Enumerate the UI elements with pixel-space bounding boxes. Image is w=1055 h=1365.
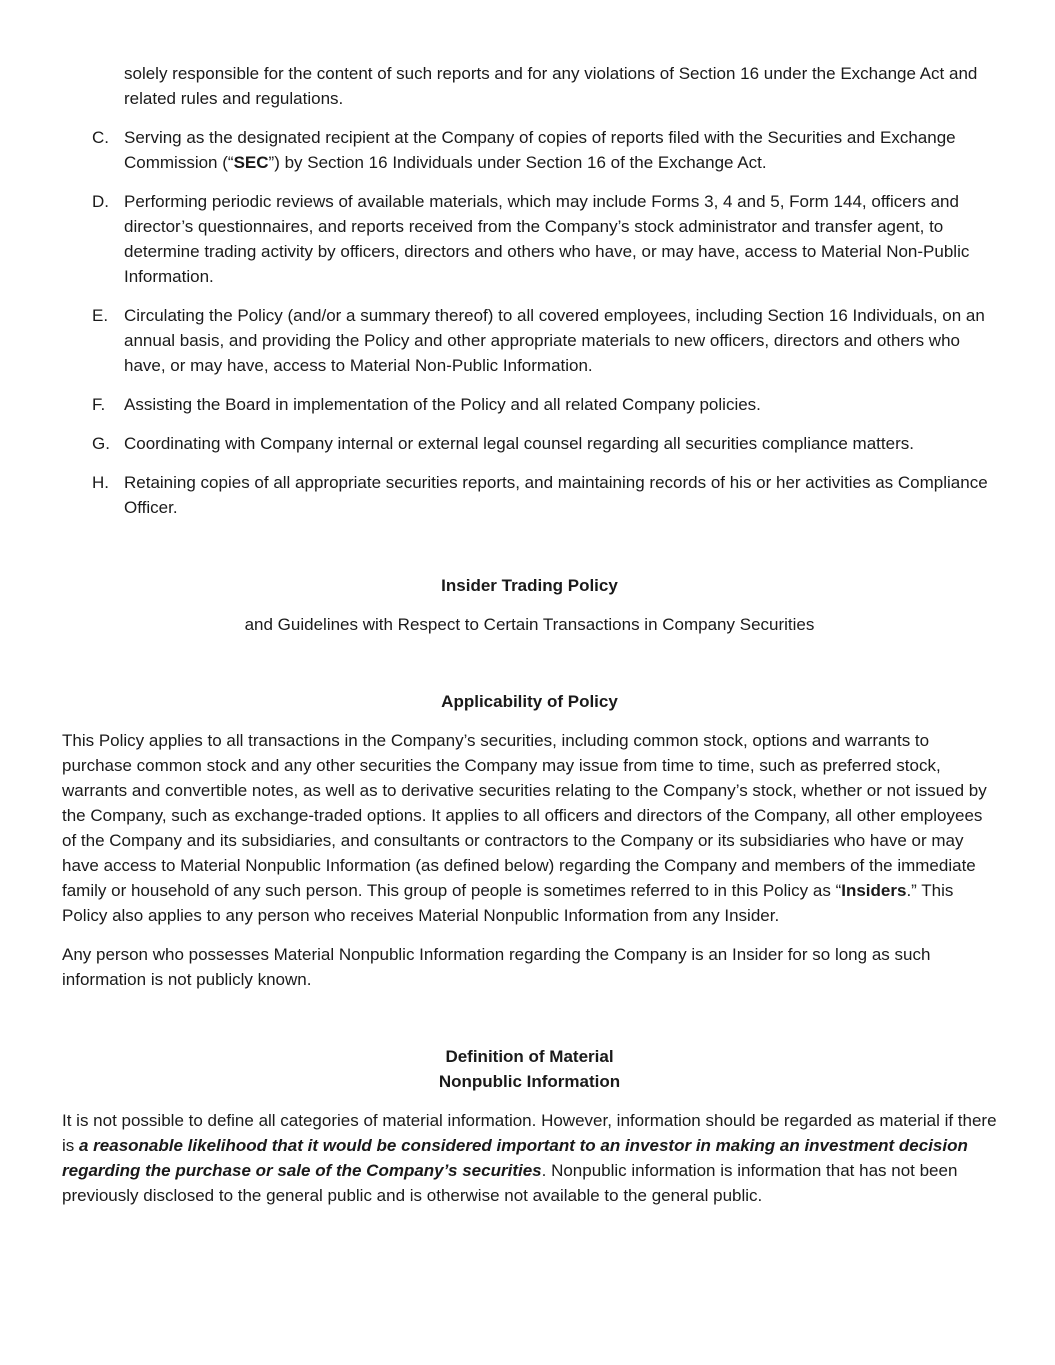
sec-term: SEC (233, 153, 269, 172)
list-item (62, 470, 997, 520)
list-marker: E. (92, 306, 109, 325)
list-item-text-pre: Serving as the designated recipient at the Company of copies of reports filed with the Securities and Exchange Commission (“ (124, 128, 956, 172)
list-marker: D. (92, 192, 109, 211)
applicability-text-pre: This Policy applies to all transactions in the Company’s securities, including common stock, options and warrants to purchase common stock and any other securities the Company may issue from time to time, such as preferred stock, warrants and convertible notes, as well as to derivative securities relating to the Company’s stock, whether or not issued by the Company, such as exchange-traded options. It applies to all officers and directors of the Company, all other employees of the Company and its subsidiaries, and consultants or contractors to the Company or its subsidiaries who have or may have access to Material Nonpublic Information (as defined below) regarding the Company and members of the immediate family or household of any such person. This group of people is sometimes referred to in this Policy as “ (62, 731, 987, 900)
definition-text-post: . Nonpublic information is information that has not been previously disclosed to the general public and is otherwise not available to the general public. (62, 1161, 958, 1205)
list-item (62, 431, 997, 456)
list-marker: G. (92, 434, 110, 453)
list-item-text: Retaining copies of all appropriate securities reports, and maintaining records of his or her activities as Compliance Officer. (124, 473, 988, 517)
definition-paragraph (62, 1108, 997, 1208)
applicability-text-post: .” This Policy also applies to any person who receives Material Nonpublic Information from any Insider. (62, 881, 954, 925)
policy-subtitle: and Guidelines with Respect to Certain Transactions in Company Securities (244, 615, 815, 634)
list-item-text-post: ”) by Section 16 Individuals under Section 16 of the Exchange Act. (268, 153, 767, 172)
definition-heading-line-2: Nonpublic Information (438, 1072, 621, 1091)
list-item (62, 189, 997, 289)
list-item-text: Assisting the Board in implementation of the Policy and all related Company policies. (124, 395, 761, 414)
insiders-term: Insiders (841, 881, 907, 900)
list-item-text: Circulating the Policy (and/or a summary thereof) to all covered employees, including Section 16 Individuals, on an annual basis, and providing the Policy and other appropriate materials to new officers, directors and others who have, or may have, access to Material Non-Public Information. (124, 306, 985, 375)
definition-heading-line-1: Definition of Material (445, 1047, 614, 1066)
list-item (62, 303, 997, 378)
document-page (62, 61, 997, 1208)
compliance-duties-list (62, 125, 997, 520)
list-item-text: Coordinating with Company internal or external legal counsel regarding all securities compliance matters. (124, 434, 914, 453)
list-item (62, 392, 997, 417)
applicability-paragraph-1 (62, 728, 997, 928)
list-marker: H. (92, 473, 109, 492)
applicability-paragraph-2: Any person who possesses Material Nonpublic Information regarding the Company is an Insider for so long as such information is not publicly known. (62, 945, 931, 989)
policy-title: Insider Trading Policy (441, 576, 618, 595)
materiality-standard: a reasonable likelihood that it would be considered important to an investor in making an investment decision regarding the purchase or sale of the Company’s securities (62, 1136, 968, 1180)
continuation-text: solely responsible for the content of such reports and for any violations of Section 16 under the Exchange Act and related rules and regulations. (124, 64, 978, 108)
definition-text-pre: It is not possible to define all categories of material information. However, information should be regarded as material if there is (62, 1111, 997, 1155)
list-marker: F. (92, 395, 106, 414)
list-marker: C. (92, 128, 109, 147)
list-item-text: Performing periodic reviews of available materials, which may include Forms 3, 4 and 5, Form 144, officers and director’s questionnaires, and reports received from the Company’s stock administrator and transfer agent, to determine trading activity by officers, directors and others who have, or may have, access to Material Non-Public Information. (124, 192, 970, 286)
list-item (62, 125, 997, 175)
applicability-heading: Applicability of Policy (441, 692, 618, 711)
